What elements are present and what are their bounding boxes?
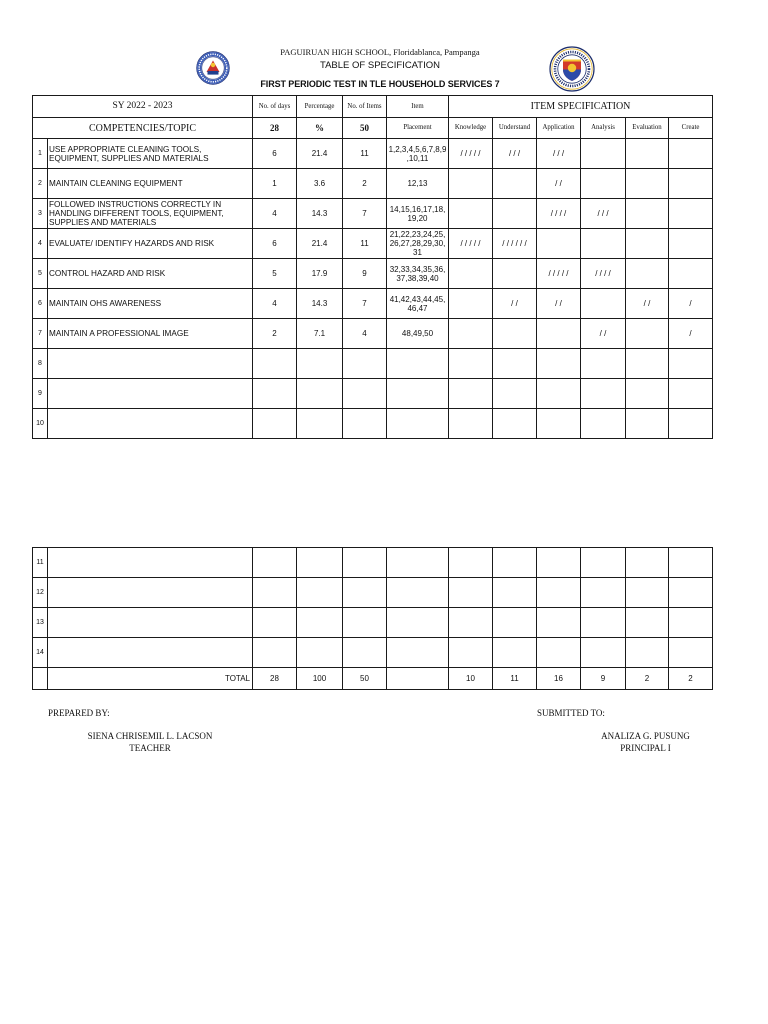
- understand-tally: / /: [493, 289, 537, 319]
- percentage-cell: [297, 548, 343, 578]
- placement-cell: [387, 548, 449, 578]
- row-number: 7: [33, 319, 48, 349]
- knowledge-tally: [449, 199, 493, 229]
- percent-symbol-header: %: [297, 118, 343, 139]
- knowledge-header: Knowledge: [449, 118, 493, 139]
- days-cell: [253, 379, 297, 409]
- competency-topic: [48, 349, 253, 379]
- percentage-cell: 7.1: [297, 319, 343, 349]
- application-tally: [537, 349, 581, 379]
- application-tally: [537, 548, 581, 578]
- analysis-tally: [581, 578, 626, 608]
- header-row: [33, 96, 713, 118]
- placement-cell: 48,49,50: [387, 319, 449, 349]
- evaluation-tally: [626, 229, 669, 259]
- specification-table-continued: [32, 547, 713, 690]
- create-tally: [669, 409, 713, 439]
- placement-cell: [387, 379, 449, 409]
- items-total-header: 50: [343, 118, 387, 139]
- percentage-cell: 14.3: [297, 199, 343, 229]
- placement-cell: 12,13: [387, 169, 449, 199]
- table-row: [33, 578, 713, 608]
- understand-tally: [493, 578, 537, 608]
- understand-tally: [493, 259, 537, 289]
- table-row: [33, 199, 713, 229]
- table-row: [33, 289, 713, 319]
- items-cell: [343, 608, 387, 638]
- percentage-cell: 17.9: [297, 259, 343, 289]
- percentage-cell: [297, 638, 343, 668]
- row-number: 1: [33, 139, 48, 169]
- analysis-tally: / /: [581, 319, 626, 349]
- days-cell: 6: [253, 229, 297, 259]
- table-row: [33, 349, 713, 379]
- understand-tally: / / / / / /: [493, 229, 537, 259]
- items-cell: 11: [343, 139, 387, 169]
- days-cell: 5: [253, 259, 297, 289]
- evaluation-tally: [626, 379, 669, 409]
- create-tally: [669, 379, 713, 409]
- analysis-tally: [581, 229, 626, 259]
- items-cell: 7: [343, 289, 387, 319]
- evaluation-tally: [626, 608, 669, 638]
- analysis-tally: [581, 139, 626, 169]
- application-tally: / /: [537, 169, 581, 199]
- evaluation-tally: [626, 548, 669, 578]
- percentage-cell: 3.6: [297, 169, 343, 199]
- percentage-cell: [297, 379, 343, 409]
- evaluation-tally: [626, 349, 669, 379]
- understand-tally: [493, 349, 537, 379]
- application-tally: / /: [537, 289, 581, 319]
- evaluation-tally: [626, 638, 669, 668]
- document-title: TABLE OF SPECIFICATION: [320, 60, 440, 71]
- application-tally: [537, 409, 581, 439]
- competency-topic: [48, 409, 253, 439]
- competency-topic: MAINTAIN OHS AWARENESS: [48, 289, 253, 319]
- evaluation-tally: [626, 199, 669, 229]
- analysis-tally: [581, 548, 626, 578]
- items-cell: [343, 409, 387, 439]
- total-evaluation: 2: [626, 668, 669, 690]
- total-percentage: 100: [297, 668, 343, 690]
- analysis-tally: [581, 638, 626, 668]
- days-cell: 4: [253, 289, 297, 319]
- placement-cell: 1,2,3,4,5,6,7,8,9 ,10,11: [387, 139, 449, 169]
- row-number: 13: [33, 608, 48, 638]
- days-cell: [253, 578, 297, 608]
- analysis-tally: [581, 169, 626, 199]
- percentage-cell: [297, 349, 343, 379]
- analysis-tally: / / / /: [581, 259, 626, 289]
- row-number: 10: [33, 409, 48, 439]
- school-name: PAGUIRUAN HIGH SCHOOL, Floridablanca, Pampanga: [280, 47, 480, 57]
- days-cell: 2: [253, 319, 297, 349]
- create-tally: /: [669, 319, 713, 349]
- placement-cell: 41,42,43,44,45, 46,47: [387, 289, 449, 319]
- items-cell: [343, 379, 387, 409]
- create-tally: [669, 229, 713, 259]
- percentage-cell: 14.3: [297, 289, 343, 319]
- table-row: [33, 319, 713, 349]
- principal-name: ANALIZA G. PUSUNG: [601, 731, 690, 741]
- evaluation-tally: [626, 319, 669, 349]
- competency-topic: EVALUATE/ IDENTIFY HAZARDS AND RISK: [48, 229, 253, 259]
- row-number: 12: [33, 578, 48, 608]
- competency-topic: [48, 379, 253, 409]
- competency-topic: MAINTAIN A PROFESSIONAL IMAGE: [48, 319, 253, 349]
- understand-header: Understand: [493, 118, 537, 139]
- principal-title: PRINCIPAL I: [620, 743, 671, 753]
- competency-topic: FOLLOWED INSTRUCTIONS CORRECTLY IN HANDLING DIFFERENT TOOLS, EQUIPMENT, SUPPLIES AND MATERIALS: [48, 199, 253, 229]
- create-tally: [669, 199, 713, 229]
- test-title: FIRST PERIODIC TEST IN TLE HOUSEHOLD SERVICES 7: [260, 79, 500, 89]
- evaluation-tally: [626, 139, 669, 169]
- row-number: 3: [33, 199, 48, 229]
- row-number: 5: [33, 259, 48, 289]
- items-cell: 9: [343, 259, 387, 289]
- application-tally: / / /: [537, 139, 581, 169]
- knowledge-tally: [449, 638, 493, 668]
- competency-topic: [48, 638, 253, 668]
- header-row: [33, 118, 713, 139]
- analysis-header: Analysis: [581, 118, 626, 139]
- total-items: 50: [343, 668, 387, 690]
- days-cell: [253, 548, 297, 578]
- understand-tally: [493, 548, 537, 578]
- understand-tally: [493, 169, 537, 199]
- row-number: 11: [33, 548, 48, 578]
- competency-topic: [48, 548, 253, 578]
- analysis-tally: [581, 608, 626, 638]
- items-cell: [343, 548, 387, 578]
- teacher-title: TEACHER: [129, 743, 171, 753]
- placement-cell: [387, 638, 449, 668]
- table-row: [33, 409, 713, 439]
- analysis-tally: [581, 289, 626, 319]
- total-create: 2: [669, 668, 713, 690]
- submitted-to-label: SUBMITTED TO:: [537, 708, 605, 718]
- days-cell: [253, 409, 297, 439]
- knowledge-tally: [449, 379, 493, 409]
- create-tally: [669, 578, 713, 608]
- knowledge-tally: [449, 409, 493, 439]
- days-cell: [253, 349, 297, 379]
- percentage-cell: [297, 608, 343, 638]
- knowledge-tally: [449, 289, 493, 319]
- placement-cell: [387, 608, 449, 638]
- create-tally: [669, 608, 713, 638]
- competencies-header: COMPETENCIES/TOPIC: [33, 118, 253, 139]
- percentage-cell: 21.4: [297, 139, 343, 169]
- total-number-cell: [33, 668, 48, 690]
- placement-cell: [387, 578, 449, 608]
- teacher-name: SIENA CHRISEMIL L. LACSON: [87, 731, 213, 741]
- application-tally: [537, 379, 581, 409]
- understand-tally: [493, 379, 537, 409]
- school-year-header: SY 2022 - 2023: [33, 96, 253, 118]
- table-row: [33, 379, 713, 409]
- specification-table: [32, 95, 713, 439]
- prepared-by-label: PREPARED BY:: [48, 708, 110, 718]
- placement-cell: [387, 349, 449, 379]
- total-days: 28: [253, 668, 297, 690]
- days-total-header: 28: [253, 118, 297, 139]
- days-cell: [253, 638, 297, 668]
- competency-topic: CONTROL HAZARD AND RISK: [48, 259, 253, 289]
- percentage-cell: 21.4: [297, 229, 343, 259]
- competency-topic: MAINTAIN CLEANING EQUIPMENT: [48, 169, 253, 199]
- total-label: TOTAL: [48, 668, 253, 690]
- competency-topic: [48, 578, 253, 608]
- understand-tally: [493, 608, 537, 638]
- knowledge-tally: [449, 169, 493, 199]
- items-cell: 11: [343, 229, 387, 259]
- total-application: 16: [537, 668, 581, 690]
- preparer-signature-block: [70, 730, 230, 754]
- item-specification-header: ITEM SPECIFICATION: [449, 96, 713, 118]
- evaluation-tally: [626, 169, 669, 199]
- table-row: [33, 259, 713, 289]
- row-number: 8: [33, 349, 48, 379]
- table-row: [33, 638, 713, 668]
- total-placement: [387, 668, 449, 690]
- total-knowledge: 10: [449, 668, 493, 690]
- understand-tally: / / /: [493, 139, 537, 169]
- items-header: No. of Items: [343, 96, 387, 118]
- items-cell: [343, 578, 387, 608]
- days-cell: 1: [253, 169, 297, 199]
- evaluation-header: Evaluation: [626, 118, 669, 139]
- row-number: 14: [33, 638, 48, 668]
- create-header: Create: [669, 118, 713, 139]
- items-cell: [343, 349, 387, 379]
- create-tally: /: [669, 289, 713, 319]
- application-tally: [537, 578, 581, 608]
- evaluation-tally: [626, 409, 669, 439]
- understand-tally: [493, 409, 537, 439]
- evaluation-tally: [626, 578, 669, 608]
- knowledge-tally: [449, 319, 493, 349]
- knowledge-tally: [449, 578, 493, 608]
- application-tally: [537, 608, 581, 638]
- create-tally: [669, 259, 713, 289]
- table-row: [33, 229, 713, 259]
- knowledge-tally: [449, 608, 493, 638]
- understand-tally: [493, 638, 537, 668]
- row-number: 9: [33, 379, 48, 409]
- create-tally: [669, 139, 713, 169]
- placement-cell: 21,22,23,24,25, 26,27,28,29,30, 31: [387, 229, 449, 259]
- application-tally: [537, 638, 581, 668]
- application-header: Application: [537, 118, 581, 139]
- placement-cell: 14,15,16,17,18, 19,20: [387, 199, 449, 229]
- item-header: Item: [387, 96, 449, 118]
- knowledge-tally: [449, 349, 493, 379]
- total-analysis: 9: [581, 668, 626, 690]
- knowledge-tally: [449, 548, 493, 578]
- items-cell: [343, 638, 387, 668]
- items-cell: 2: [343, 169, 387, 199]
- row-number: 4: [33, 229, 48, 259]
- analysis-tally: [581, 349, 626, 379]
- days-cell: 4: [253, 199, 297, 229]
- percentage-cell: [297, 409, 343, 439]
- competency-topic: [48, 608, 253, 638]
- row-number: 2: [33, 169, 48, 199]
- items-cell: 7: [343, 199, 387, 229]
- evaluation-tally: [626, 259, 669, 289]
- percentage-cell: [297, 578, 343, 608]
- create-tally: [669, 169, 713, 199]
- placement-header: Placement: [387, 118, 449, 139]
- table-row: [33, 139, 713, 169]
- percentage-header: Percentage: [297, 96, 343, 118]
- analysis-tally: / / /: [581, 199, 626, 229]
- create-tally: [669, 349, 713, 379]
- application-tally: [537, 229, 581, 259]
- principal-signature-block: [575, 730, 716, 754]
- knowledge-tally: [449, 259, 493, 289]
- placement-cell: [387, 409, 449, 439]
- table-row: [33, 169, 713, 199]
- application-tally: / / / /: [537, 199, 581, 229]
- analysis-tally: [581, 409, 626, 439]
- placement-cell: 32,33,34,35,36, 37,38,39,40: [387, 259, 449, 289]
- understand-tally: [493, 319, 537, 349]
- evaluation-tally: / /: [626, 289, 669, 319]
- table-row: [33, 548, 713, 578]
- total-understand: 11: [493, 668, 537, 690]
- knowledge-tally: / / / / /: [449, 229, 493, 259]
- days-cell: 6: [253, 139, 297, 169]
- days-cell: [253, 608, 297, 638]
- row-number: 6: [33, 289, 48, 319]
- days-header: No. of days: [253, 96, 297, 118]
- items-cell: 4: [343, 319, 387, 349]
- total-row: [33, 668, 713, 690]
- application-tally: [537, 319, 581, 349]
- competency-topic: USE APPROPRIATE CLEANING TOOLS, EQUIPMENT, SUPPLIES AND MATERIALS: [48, 139, 253, 169]
- create-tally: [669, 638, 713, 668]
- knowledge-tally: / / / / /: [449, 139, 493, 169]
- understand-tally: [493, 199, 537, 229]
- table-row: [33, 608, 713, 638]
- create-tally: [669, 548, 713, 578]
- analysis-tally: [581, 379, 626, 409]
- application-tally: / / / / /: [537, 259, 581, 289]
